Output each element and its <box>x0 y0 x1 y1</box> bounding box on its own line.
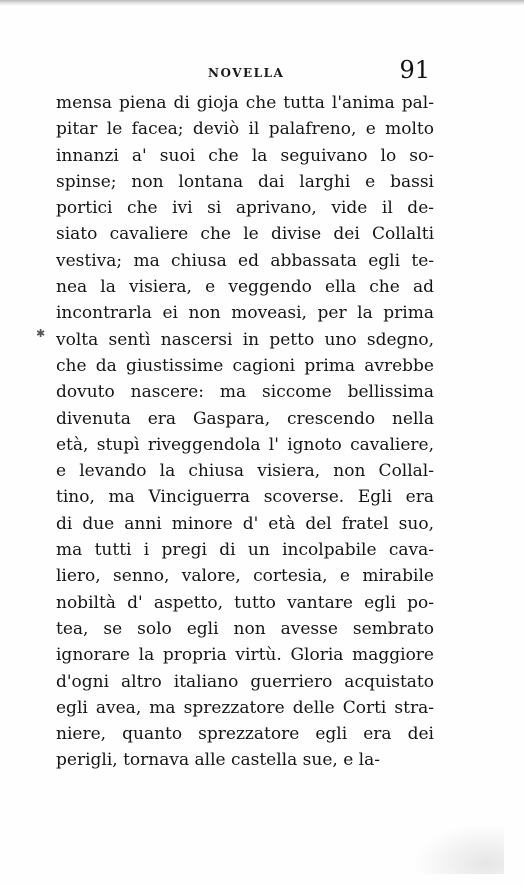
text-line: siato cavaliere che le divise dei Collalti <box>56 224 434 245</box>
text-line: età, stupì riveggendola l' ignoto cavaliere, <box>56 434 434 455</box>
text-line: innanzi a' suoi che la seguivano lo so- <box>56 145 434 166</box>
text-line: ma tutti i pregi di un incolpabile cava- <box>56 540 434 561</box>
text-line: liero, senno, valore, cortesia, e mirabile <box>56 566 434 587</box>
text-line: nea la visiera, e veggendo ella che ad <box>56 277 434 298</box>
text-line: dovuto nascere: ma siccome bellissima <box>56 382 434 403</box>
margin-ink-mark-icon: ✱ <box>36 327 46 340</box>
text-line: spinse; non lontana dai larghi e bassi <box>56 171 434 192</box>
page-header <box>60 56 460 90</box>
corner-smudge <box>414 824 504 874</box>
page-top-edge <box>0 0 524 6</box>
text-line: nobiltà d' aspetto, tutto vantare egli po- <box>56 592 434 613</box>
text-line: niere, quanto sprezzatore egli era dei <box>56 724 434 745</box>
text-line: incontrarla ei non moveasi, per la prima <box>56 303 434 324</box>
text-line: perigli, tornava alle castella sue, e la- <box>56 750 380 771</box>
page-number: 91 <box>399 56 430 84</box>
text-line: divenuta era Gaspara, crescendo nella <box>56 408 434 429</box>
text-line: che da giustissime cagioni prima avrebbe <box>56 355 434 376</box>
text-line: ignorare la propria virtù. Gloria maggiore <box>56 645 434 666</box>
text-line: vestiva; ma chiusa ed abbassata egli te- <box>56 250 434 271</box>
text-line: pitar le facea; deviò il palafreno, e molto <box>56 119 434 140</box>
text-line: di due anni minore d' età del fratel suo, <box>56 513 434 534</box>
text-line: volta sentì nascersi in petto uno sdegno, <box>56 329 434 350</box>
text-line: portici che ivi si aprivano, vide il de- <box>56 198 434 219</box>
running-head: NOVELLA <box>208 66 285 80</box>
text-line: d'ogni altro italiano guerriero acquistato <box>56 671 434 692</box>
text-line: egli avea, ma sprezzatore delle Corti stra- <box>56 697 434 718</box>
text-line: mensa piena di gioja che tutta l'anima pal- <box>56 93 434 113</box>
text-line: tea, se solo egli non avesse sembrato <box>56 618 434 639</box>
body-text <box>56 90 434 774</box>
text-line: e levando la chiusa visiera, non Collal- <box>56 461 434 482</box>
text-line: tino, ma Vinciguerra scoverse. Egli era <box>56 487 434 508</box>
